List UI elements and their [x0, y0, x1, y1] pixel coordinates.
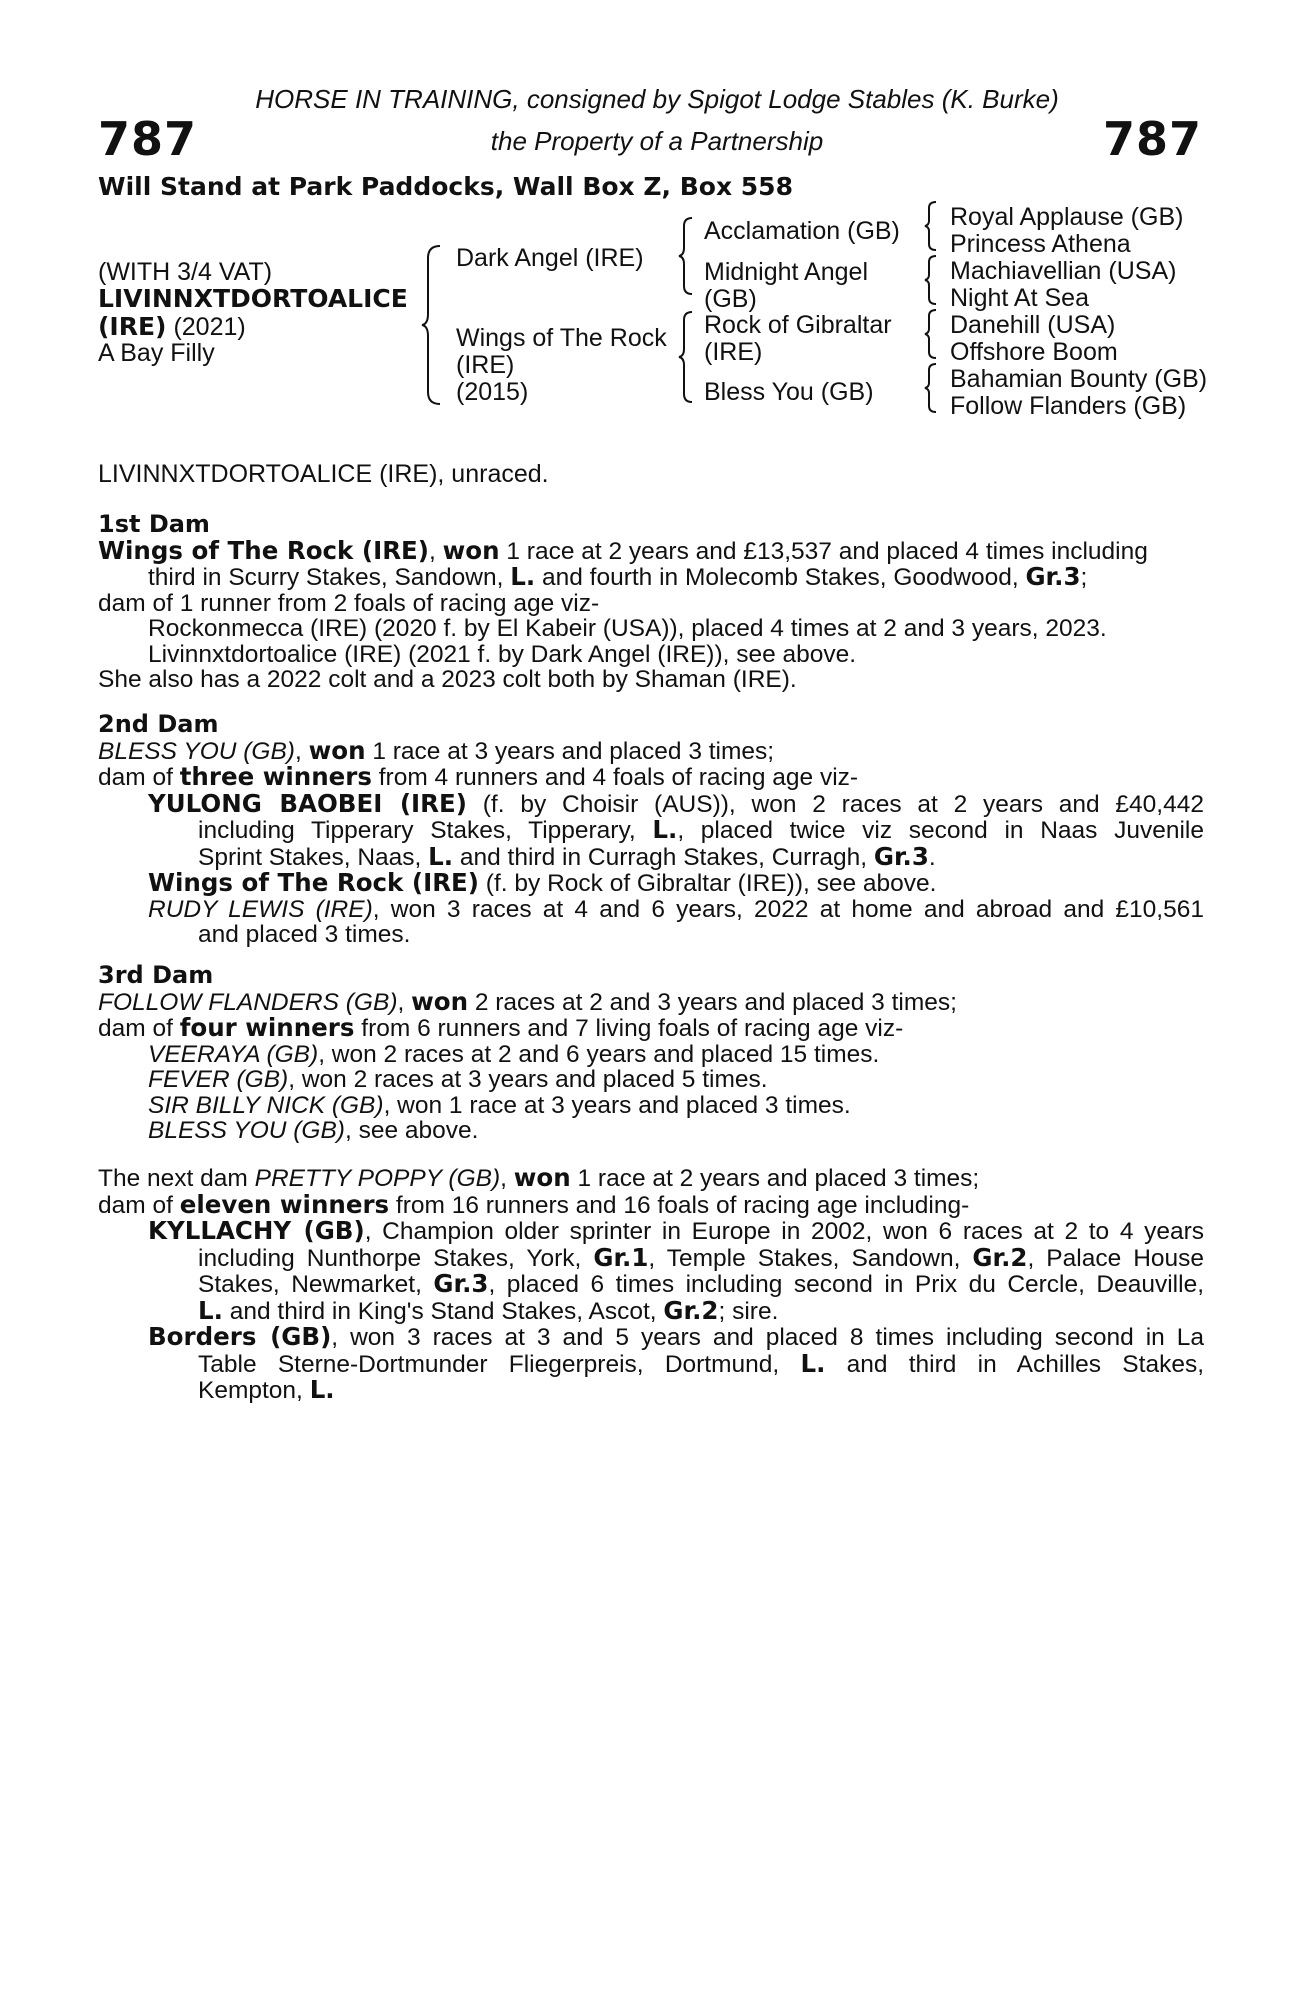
listed-label: L. [510, 562, 536, 591]
third-dam-section [98, 963, 1204, 1144]
produce-record: and placed 3 times. [198, 921, 411, 948]
horse-country: (IRE) [98, 312, 167, 341]
text: , Champion older sprinter in Europe in 2002, won 6 races at 2 to 4 years [364, 1218, 1205, 1245]
lot-number-right: 787 [1102, 112, 1202, 166]
pedigree-brace-2 [676, 216, 696, 296]
produce-record [98, 1042, 1204, 1068]
produce-record [98, 897, 1204, 923]
first-dam-line [98, 564, 1204, 591]
pedigree-brace-5 [922, 254, 940, 306]
text: from 16 runners and 16 foals of racing age including- [389, 1191, 970, 1219]
second-dam-line: BLESS YOU (GB), won 1 race at 3 years and placed 3 times; [98, 735, 775, 765]
group-label: Gr.3 [873, 841, 929, 871]
text: , see above. [344, 1117, 479, 1144]
section-heading: 1st Dam [98, 510, 210, 538]
pedigree-dam-sire-line1: Rock of Gibraltar [704, 311, 892, 339]
text: , [500, 1165, 514, 1192]
text: (f. by Choisir (AUS)), won 2 races at 2 years and £40,442 [466, 790, 1204, 818]
text: Sprint Stakes, Naas, [198, 843, 429, 871]
text: , won 3 races at 3 and 5 years and placed 8 times including second in La [331, 1324, 1204, 1351]
produce-record: Rockonmecca (IRE) (2020 f. by El Kabeir (USA)), placed 4 times at 2 and 3 years, 2023. [148, 615, 1107, 642]
produce-name: Borders (GB) [148, 1322, 332, 1351]
text: and third in King's Stand Stakes, Ascot, [222, 1297, 664, 1325]
produce-name: SIR BILLY NICK (GB) [148, 1091, 384, 1119]
text: , won 3 races at 4 and 6 years, 2022 at home and abroad and £10,561 [372, 895, 1204, 923]
text: , won 2 races at 2 and 6 years and placed 15 times. [318, 1040, 880, 1068]
produce-record [98, 1295, 1204, 1325]
text: dam of [98, 1015, 180, 1042]
winners-count: four winners [179, 1013, 355, 1042]
produce-record [98, 1067, 1204, 1093]
text: ; sire. [718, 1297, 779, 1325]
group-label: Gr.2 [663, 1295, 719, 1325]
produce-record [98, 1118, 1204, 1144]
pedigree-gen3-6: Offshore Boom [950, 338, 1118, 366]
vat-note: (WITH 3/4 VAT) [98, 258, 273, 286]
group-label: Gr.1 [593, 1242, 649, 1272]
pedigree-sire-dam-line1: Midnight Angel [704, 258, 869, 286]
text: third in Scurry Stakes, Sandown, [148, 564, 511, 591]
text: ; [1080, 564, 1088, 591]
listed-label: L. [428, 841, 454, 871]
next-dam-line [98, 1189, 1204, 1219]
text: , placed twice viz second in Naas Juvenile [677, 817, 1204, 844]
winners-count: eleven winners [179, 1189, 390, 1219]
text: 2 races at 2 and 3 years and placed 3 times; [468, 988, 957, 1016]
text: from 6 runners and 7 living foals of racing age viz- [354, 1015, 904, 1042]
text: including Tipperary Stakes, Tipperary, [198, 817, 653, 844]
produce-name: VEERAYA (GB) [148, 1040, 319, 1068]
produce-record [98, 841, 1204, 871]
pedigree-brace-4 [922, 200, 940, 252]
text: , placed 6 times including second in Prix du Cercle, Deauville, [488, 1271, 1204, 1298]
produce-name: YULONG BAOBEI (IRE) [148, 788, 467, 818]
text: from 4 runners and 4 foals of racing age viz- [371, 764, 859, 791]
produce-record [98, 1324, 1204, 1351]
produce-record [98, 817, 1204, 844]
pedigree-dam-line3: (2015) [456, 378, 529, 406]
stand-location: Will Stand at Park Paddocks, Wall Box Z, Box 558 [98, 172, 793, 201]
pedigree-gen3-4: Night At Sea [950, 284, 1089, 312]
produce-record [98, 870, 1204, 897]
text: 1 race at 3 years and placed 3 times; [365, 737, 775, 765]
text: dam of [98, 764, 180, 791]
text: The next dam [98, 1165, 255, 1192]
dam-name: FOLLOW FLANDERS (GB) [98, 988, 398, 1016]
lot-number-left: 787 [98, 112, 198, 166]
first-dam-line: dam of 1 runner from 2 foals of racing age viz- [98, 589, 600, 617]
second-dam-section [98, 712, 1204, 948]
produce-record [98, 788, 1204, 818]
text: and fourth in Molecomb Stakes, Goodwood, [535, 564, 1026, 591]
pedigree-brace-3 [676, 310, 696, 404]
pedigree-dam-sire-line2: (IRE) [704, 338, 763, 366]
text: and third in Achilles Stakes, [825, 1350, 1205, 1378]
produce-record [98, 1242, 1205, 1272]
horse-country-year [98, 312, 246, 342]
text: , Palace House [1027, 1244, 1205, 1272]
pedigree-gen3-1: Royal Applause (GB) [950, 203, 1184, 231]
horse-description: A Bay Filly [98, 339, 215, 367]
text: , won 2 races at 3 years and placed 5 times. [288, 1066, 768, 1093]
text: dam of [98, 1191, 180, 1219]
next-dam-section [98, 1165, 1204, 1404]
winners-count: three winners [179, 762, 372, 791]
produce-name: FEVER (GB) [148, 1066, 289, 1093]
first-dam-line: Wings of The Rock (IRE), won 1 race at 2 years and £13,537 and placed 4 times including [98, 535, 1148, 565]
text: and third in Curragh Stakes, Curragh, [453, 843, 874, 871]
pedigree-sire-sire: Acclamation (GB) [704, 217, 900, 245]
text: Kempton, [198, 1377, 310, 1404]
text: (f. by Rock of Gibraltar (IRE)), see above. [479, 870, 937, 897]
listed-label: L. [309, 1375, 335, 1404]
pedigree-sire-dam-line2: (GB) [704, 285, 757, 313]
text: , won 1 race at 3 years and placed 3 times. [383, 1091, 851, 1119]
race-summary: LIVINNXTDORTOALICE (IRE), unraced. [98, 460, 549, 488]
text: including Nunthorpe Stakes, York, [198, 1244, 594, 1272]
won-label: won [513, 1163, 571, 1192]
pedigree-gen3-2: Princess Athena [950, 230, 1131, 258]
dam-name: Wings of The Rock (IRE) [98, 535, 429, 565]
pedigree-gen3-5: Danehill (USA) [950, 311, 1116, 339]
horse-year: (2021) [173, 313, 246, 341]
produce-record [98, 1377, 1204, 1404]
third-dam-line [98, 1015, 1204, 1042]
text: 1 race at 2 years and placed 3 times; [570, 1165, 980, 1192]
pedigree-brace-1 [420, 244, 444, 406]
text: 1 race at 2 years and £13,537 and placed 4 times including [499, 537, 1148, 565]
listed-label: L. [800, 1348, 826, 1378]
produce-record [98, 1271, 1204, 1298]
pedigree-gen3-7: Bahamian Bounty (GB) [950, 365, 1208, 393]
group-label: Gr.3 [1025, 562, 1081, 591]
text: Table Sterne-Dortmunder Fliegerpreis, Dortmund, [198, 1350, 801, 1378]
pedigree-sire: Dark Angel (IRE) [456, 244, 644, 272]
text: Stakes, Newmarket, [198, 1271, 434, 1298]
owner-line: the Property of a Partnership [490, 126, 824, 156]
produce-record [98, 1348, 1205, 1378]
won-label: won [411, 986, 469, 1016]
text: . [928, 843, 936, 871]
pedigree-gen3-8: Follow Flanders (GB) [950, 392, 1187, 420]
pedigree-dam-line2: (IRE) [456, 351, 515, 379]
group-label: Gr.3 [433, 1269, 489, 1298]
third-dam-line: FOLLOW FLANDERS (GB), won 2 races at 2 and 3 years and placed 3 times; [98, 986, 957, 1016]
pedigree-brace-6 [922, 308, 940, 360]
pedigree-gen3-3: Machiavellian (USA) [950, 257, 1177, 285]
listed-label: L. [652, 815, 678, 844]
dam-name: PRETTY POPPY (GB) [254, 1165, 501, 1192]
produce-record [98, 1093, 1204, 1119]
pedigree-dam-dam: Bless You (GB) [704, 378, 874, 406]
section-heading: 3rd Dam [98, 961, 214, 989]
horse-name: LIVINNXTDORTOALICE [98, 284, 408, 313]
produce-record [98, 1218, 1204, 1245]
produce-name: BLESS YOU (GB) [148, 1117, 345, 1144]
first-dam-section [98, 512, 1204, 693]
next-dam-line [98, 1165, 1204, 1192]
text: , Temple Stakes, Sandown, [648, 1244, 973, 1272]
consignor-line: HORSE IN TRAINING, consigned by Spigot Lodge Stables (K. Burke) [255, 84, 1059, 114]
listed-label: L. [198, 1295, 223, 1325]
section-heading: 2nd Dam [98, 710, 219, 738]
produce-record: Livinnxtdortoalice (IRE) (2021 f. by Dark Angel (IRE)), see above. [148, 640, 857, 668]
second-dam-line [98, 764, 1204, 791]
won-label: won [308, 735, 366, 765]
produce-name: RUDY LEWIS (IRE) [148, 895, 373, 923]
first-dam-line: She also has a 2022 colt and a 2023 colt both by Shaman (IRE). [98, 666, 797, 693]
won-label: won [442, 535, 500, 565]
pedigree-brace-7 [922, 362, 940, 414]
group-label: Gr.2 [972, 1242, 1028, 1272]
pedigree-dam-line1: Wings of The Rock [456, 324, 667, 352]
dam-name: BLESS YOU (GB) [98, 737, 295, 765]
produce-name: Wings of The Rock (IRE) [148, 868, 479, 897]
produce-name: KYLLACHY (GB) [148, 1216, 365, 1245]
